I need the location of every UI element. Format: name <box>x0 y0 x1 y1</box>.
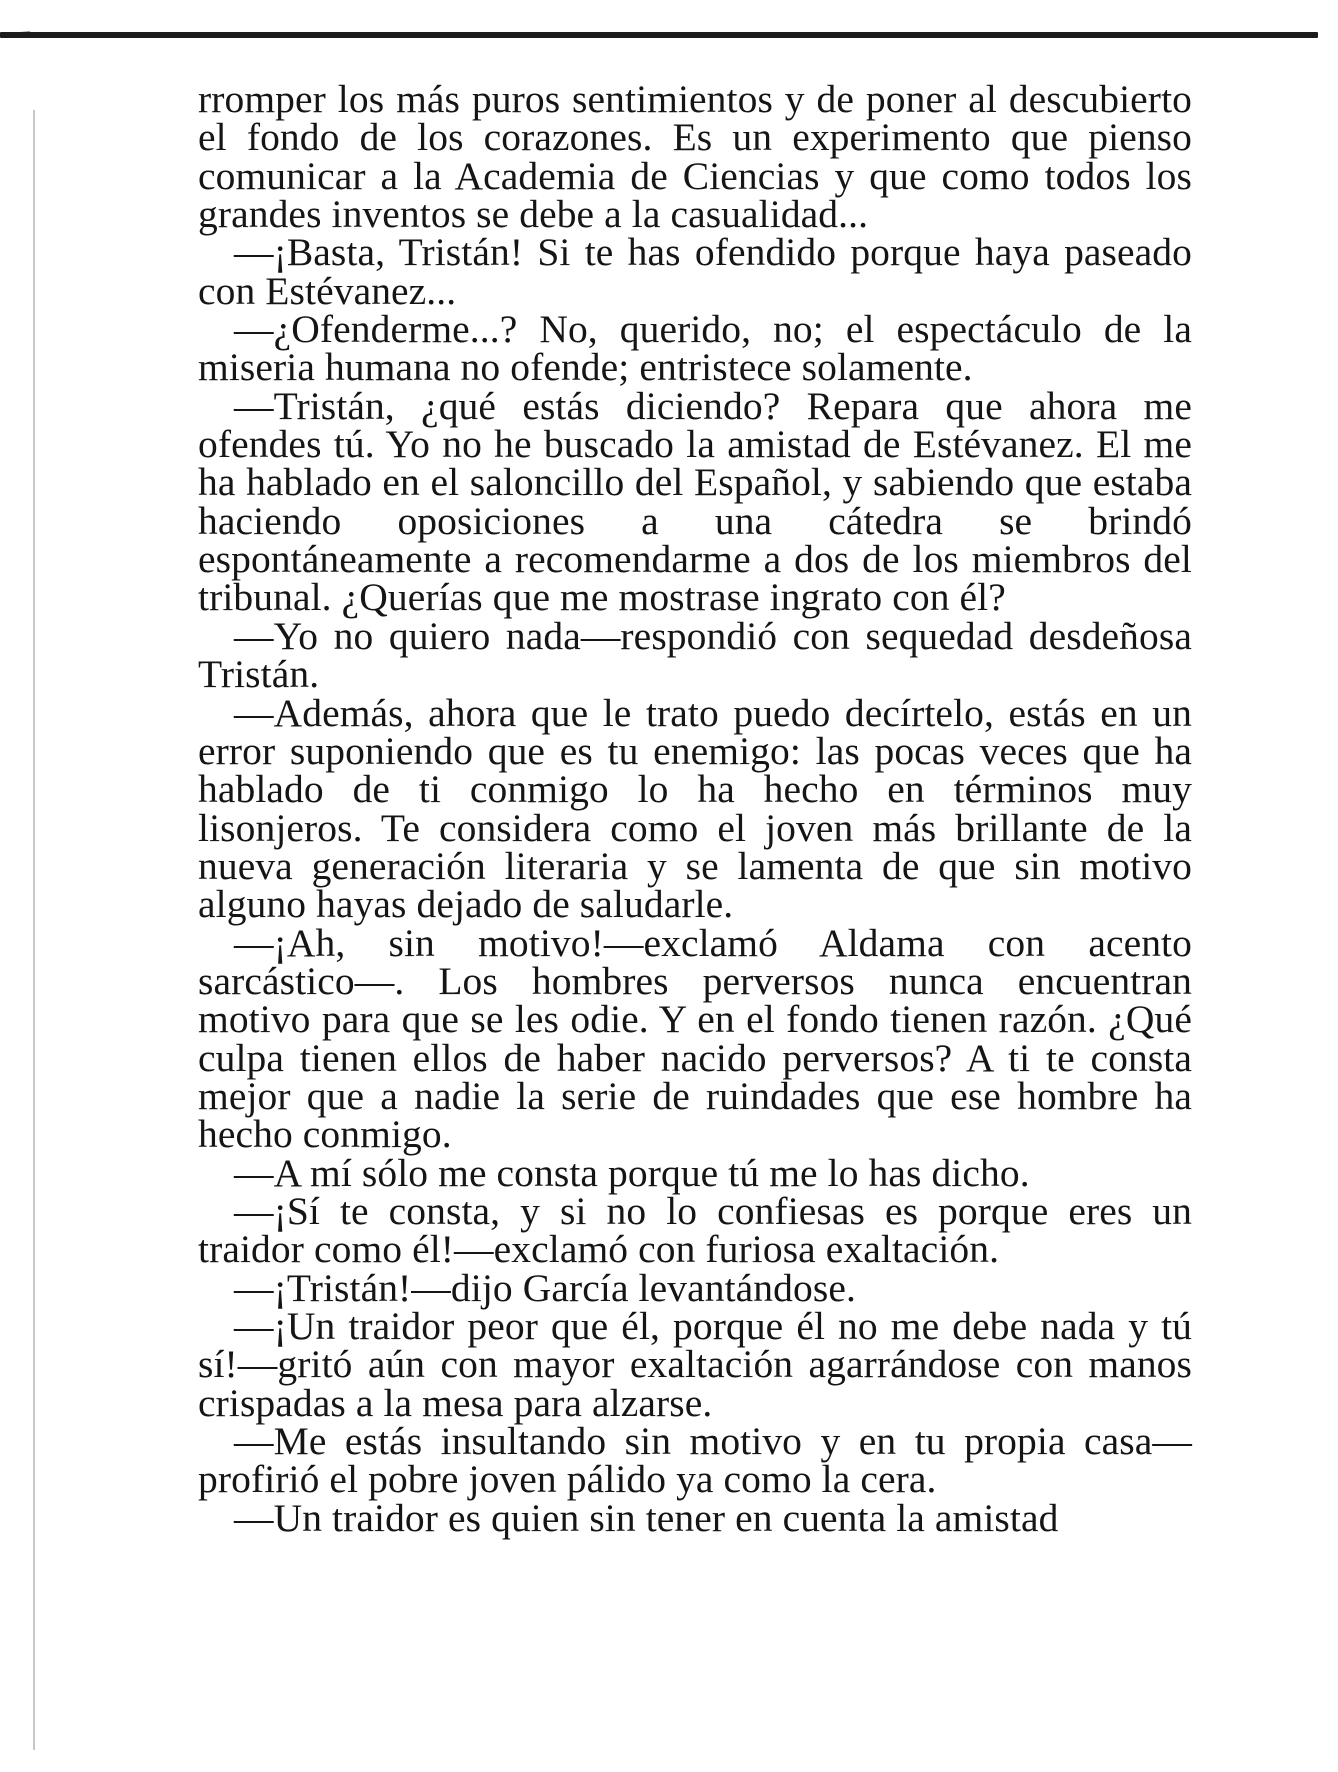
paragraph: —¡Ah, sin motivo!—exclamó Aldama con acento sarcástico—. Los hombres perversos nunca encuentran motivo para que se les odie. Y en el fondo tienen razón. ¿Qué culpa tienen ellos de haber nacido perversos? A ti te consta mejor que a nadie la serie de ruindades que ese hombre ha hecho conmigo. <box>198 920 1192 1157</box>
left-margin-line <box>33 110 35 1750</box>
paragraph: —¡Tristán!—dijo García levantándose. <box>234 1265 856 1310</box>
paragraph: —Tristán, ¿qué estás diciendo? Repara que ahora me ofendes tú. Yo no he buscado la amistad de Estévanez. El me ha hablado en el saloncillo del Español, y sabiendo que estaba haciendo oposiciones a una cátedra se brindó espontáneamente a recomendarme a dos de los miembros del tribunal. ¿Querías que me mostrase ingrato con él? <box>198 383 1192 620</box>
paragraph: —Me estás insultando sin motivo y en tu propia casa—profirió el pobre joven pálido ya como la cera. <box>198 1419 1192 1502</box>
paragraph: —Un traidor es quien sin tener en cuenta la amistad <box>234 1495 1059 1540</box>
paragraph: rromper los más puros sentimientos y de poner al descubierto el fondo de los corazones. Es un experimento que pienso comunicar a la Academia de Ciencias y que como todos los grandes inventos se debe a la casualidad... <box>198 77 1192 237</box>
paragraph: —Además, ahora que le trato puedo decírtelo, estás en un error suponiendo que es tu enemigo: las pocas veces que ha hablado de ti conmigo lo ha hecho en términos muy lisonjeros. Te considera como el joven más brillante de la nueva generación literaria y se lamenta de que sin motivo alguno hayas dejado de saludarle. <box>198 690 1192 927</box>
paragraph: —¡Basta, Tristán! Si te has ofendido porque haya paseado con Estévanez... <box>198 230 1192 313</box>
top-rule <box>0 32 1318 38</box>
paragraph: —¡Un traidor peor que él, porque él no me debe nada y tú sí!—gritó aún con mayor exaltación agarrándose con manos crispadas a la mesa para alzarse. <box>198 1304 1192 1425</box>
body-text <box>198 77 1192 1540</box>
paragraph: —¿Ofenderme...? No, querido, no; el espectáculo de la miseria humana no ofende; entristece solamente. <box>198 307 1192 390</box>
paragraph: —Yo no quiero nada—respondió con sequedad desdeñosa Tristán. <box>198 613 1192 697</box>
paragraph: —A mí sólo me consta porque tú me lo has dicho. <box>234 1150 1030 1195</box>
paragraph: —¡Sí te consta, y si no lo confiesas es porque eres un traidor como él!—exclamó con furiosa exaltación. <box>198 1188 1192 1272</box>
